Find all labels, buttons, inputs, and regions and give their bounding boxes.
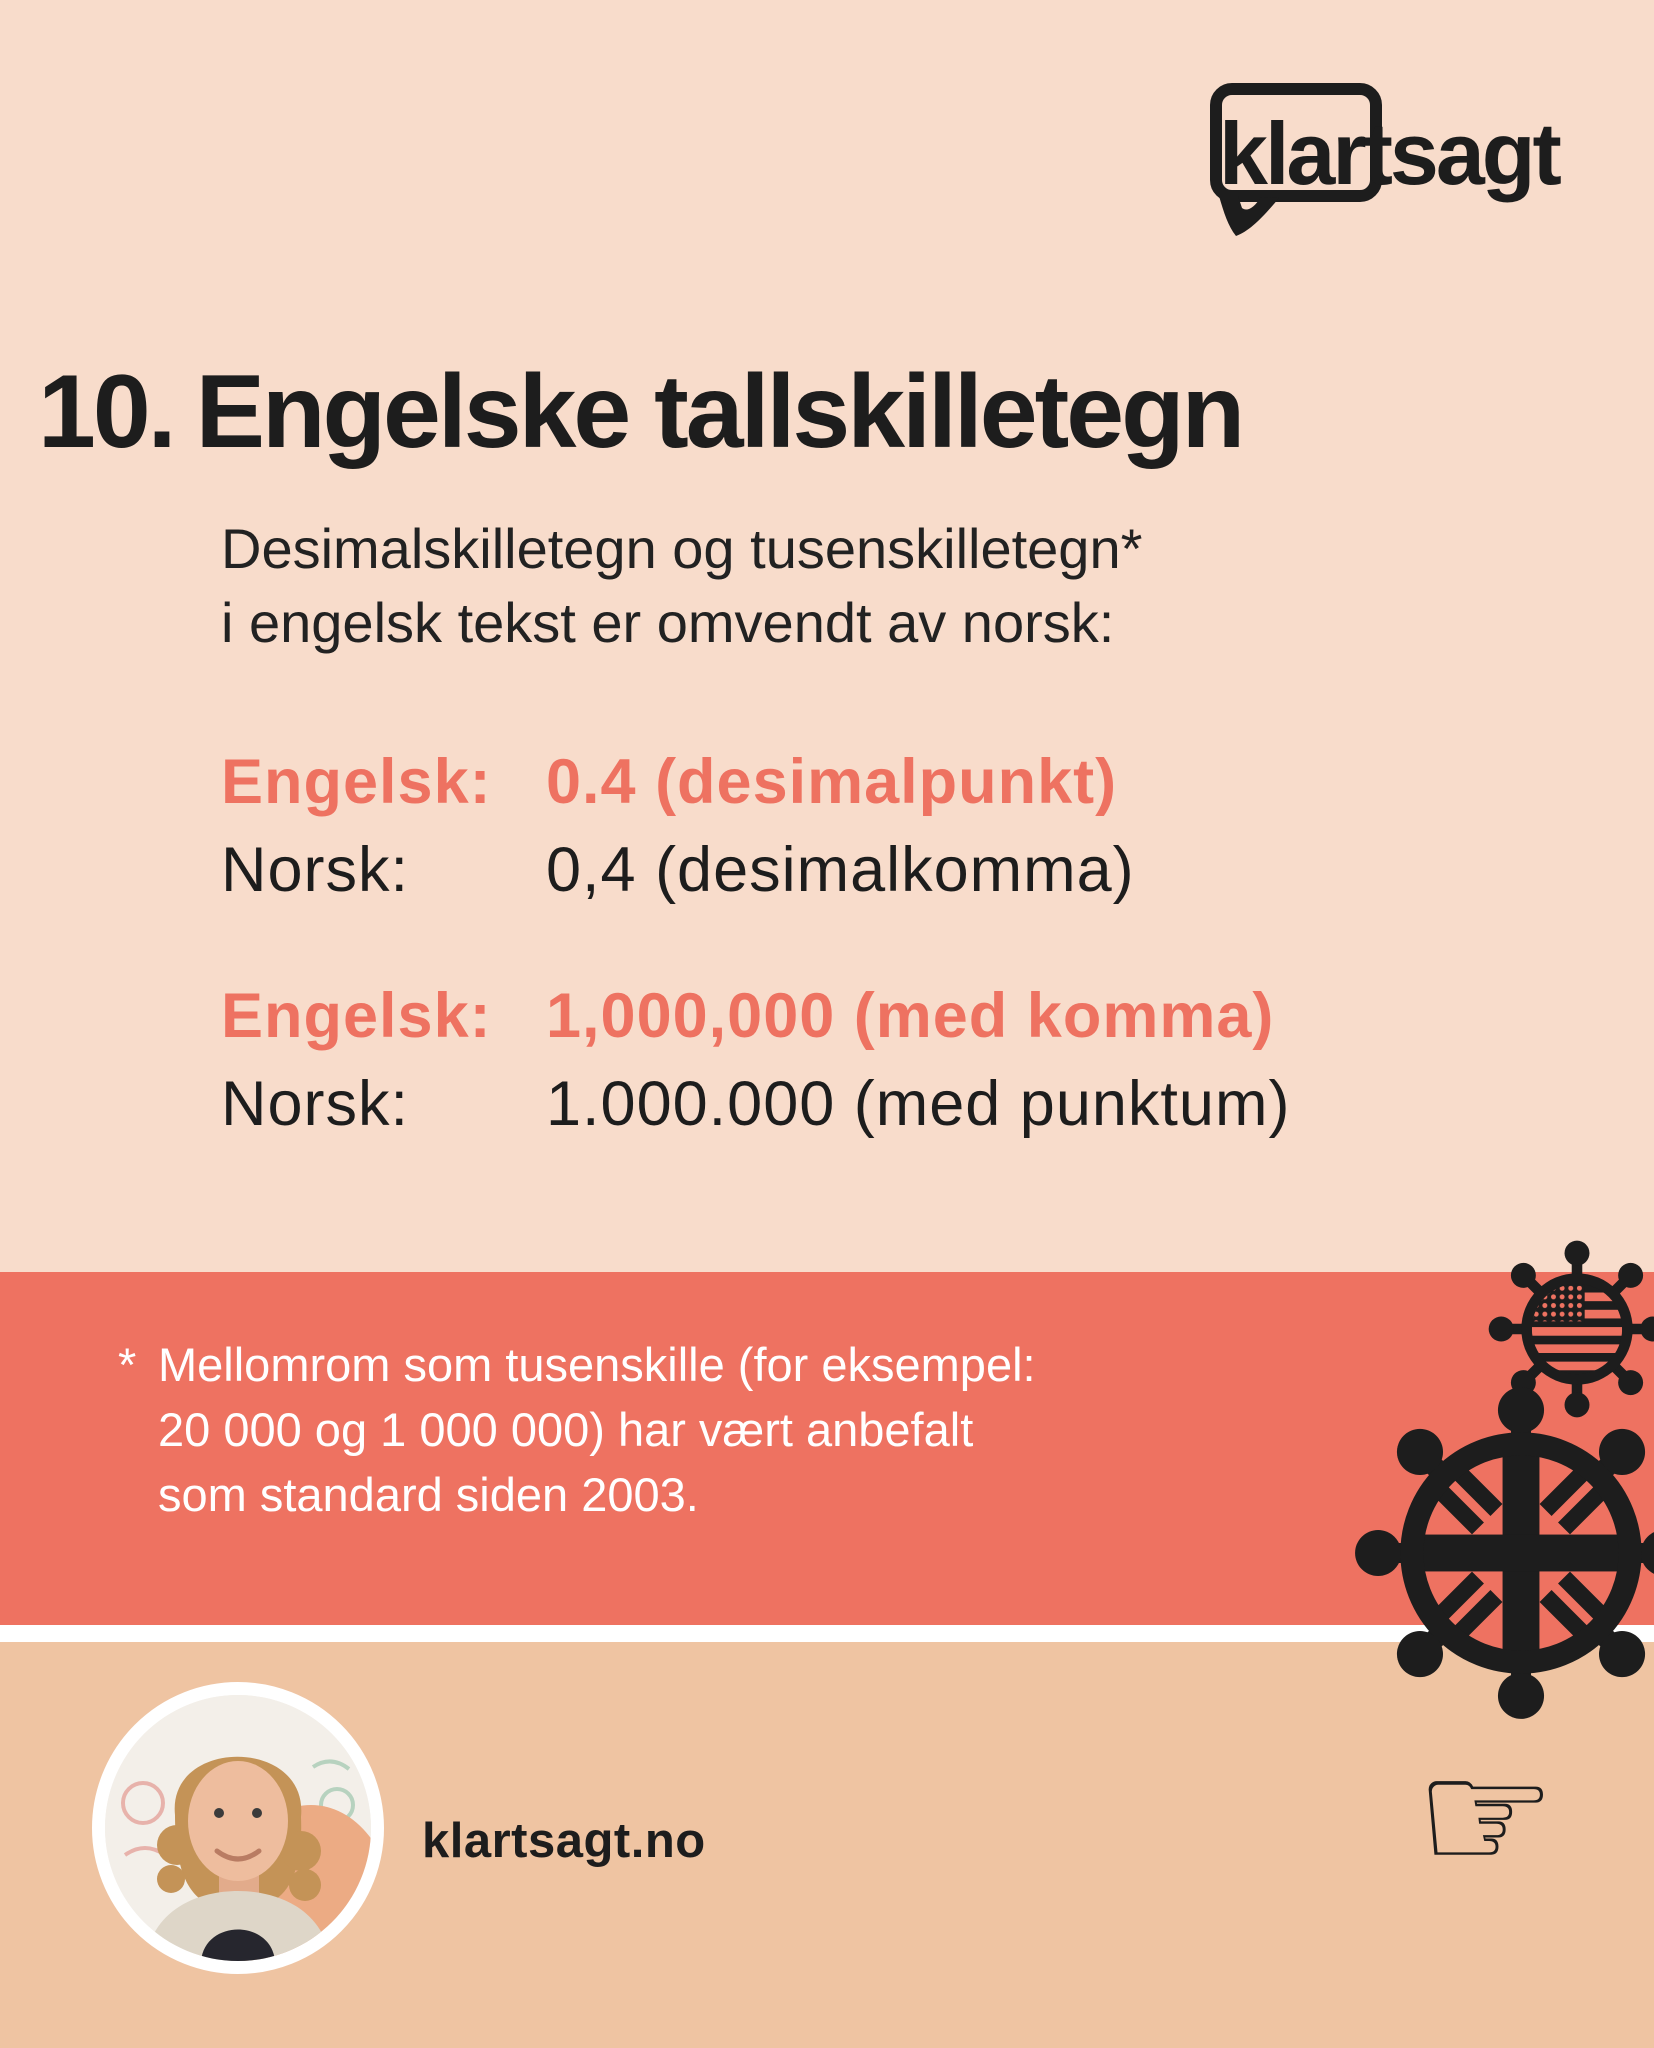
- row-label: Norsk:: [221, 835, 410, 905]
- subtitle-line-2: i engelsk tekst er omvendt av norsk:: [221, 591, 1115, 654]
- uk-flag-virus-icon: [1352, 1384, 1654, 1722]
- row-label: Engelsk:: [221, 747, 492, 817]
- row-value: 0,4 (desimalkomma): [546, 835, 1135, 905]
- table-row-english-thousands: [221, 972, 1290, 1060]
- logo-text-bubble-part: klart: [1219, 104, 1390, 203]
- row-value: 1,000,000 (med komma): [546, 981, 1275, 1051]
- website-link[interactable]: klartsagt.no: [422, 1814, 706, 1868]
- footnote-line-1: Mellomrom som tusenskille (for eksempel:: [158, 1338, 1036, 1391]
- pointing-hand-icon: ☞: [1415, 1725, 1557, 1909]
- footnote-line-3: som standard siden 2003.: [158, 1468, 699, 1521]
- table-row-norwegian-decimal: [221, 826, 1290, 914]
- avatar: [92, 1682, 384, 1974]
- footnote-line-2: 20 000 og 1 000 000) har vært anbefalt: [158, 1403, 974, 1456]
- logo-text-suffix-part: sagt: [1389, 104, 1559, 203]
- example-block-decimal: [221, 738, 1290, 914]
- examples-table: [221, 738, 1290, 1148]
- klartsagt-logo: [1205, 78, 1635, 253]
- table-row-norwegian-thousands: [221, 1060, 1290, 1148]
- row-value: 1.000.000 (med punktum): [546, 1069, 1291, 1139]
- row-label: Engelsk:: [221, 981, 492, 1051]
- row-value: 0.4 (desimalpunkt): [546, 747, 1118, 817]
- table-row-english-decimal: [221, 738, 1290, 826]
- footnote: [118, 1332, 1036, 1527]
- title-text: Engelske tallskilletegn: [195, 354, 1243, 470]
- title-number: 10.: [38, 354, 174, 470]
- footnote-lines: [158, 1332, 1036, 1527]
- subtitle-line-1: Desimalskilletegn og tusenskilletegn*: [221, 517, 1143, 580]
- subtitle: [221, 512, 1142, 660]
- page-title: [38, 352, 1242, 472]
- example-block-thousands: [221, 972, 1290, 1148]
- row-label: Norsk:: [221, 1069, 410, 1139]
- portrait-photo: [105, 1695, 371, 1961]
- footnote-asterisk: *: [118, 1338, 137, 1391]
